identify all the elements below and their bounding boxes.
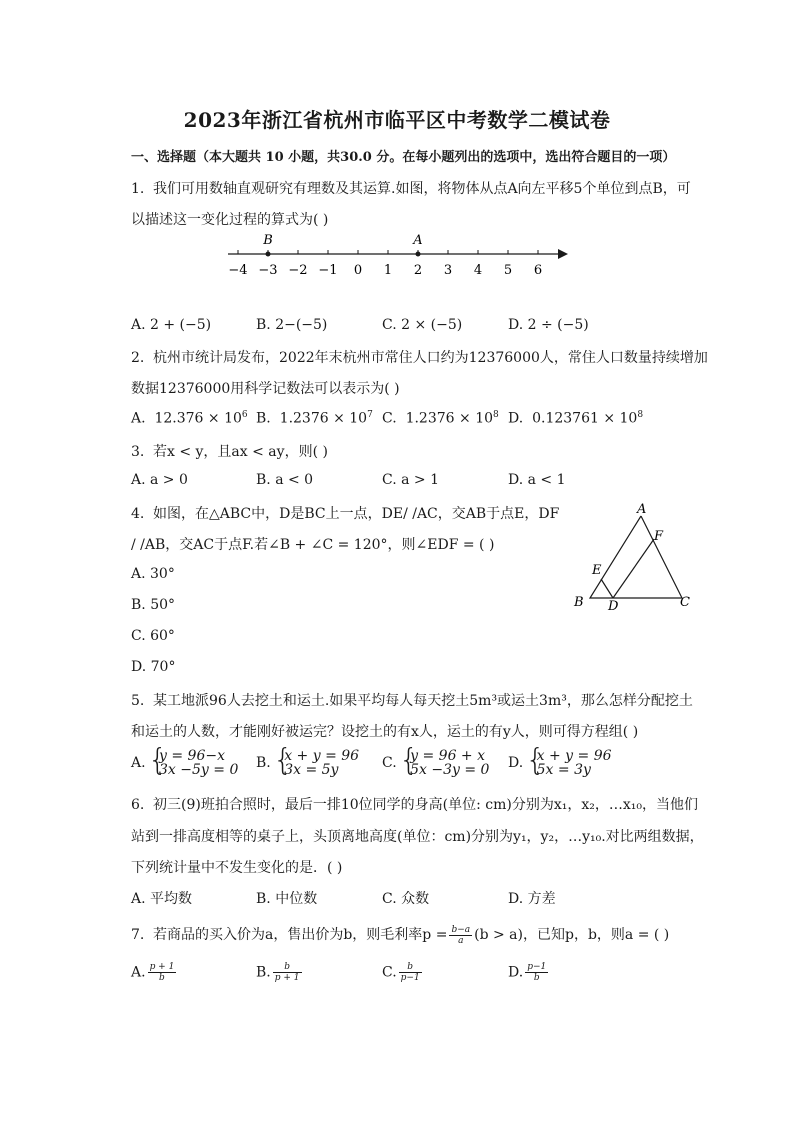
option-label: A.	[131, 755, 146, 771]
option-label: D.	[508, 410, 524, 427]
question-4-line-2: / /AB，交AC于点F.若∠B + ∠C = 120°，则∠EDF = ( )	[131, 537, 495, 553]
equation-row: 3x −5y = 0	[159, 762, 239, 778]
question-1-option-c[interactable]: C. 2 × (−5)	[382, 317, 463, 333]
option-label: D.	[508, 964, 524, 981]
point-a-label: A	[413, 233, 423, 248]
point-b-label: B	[263, 233, 273, 248]
equation-row: 3x = 5y	[284, 762, 339, 778]
number-line-tick-label: −4	[228, 263, 248, 278]
question-4-line-1	[131, 503, 559, 523]
question-1-text: 我们可用数轴直观研究有理数及其运算.如图，将物体从点A向左平移5个单位到点B，可	[153, 181, 691, 197]
question-7-line-1	[131, 924, 669, 946]
question-6-option-d[interactable]: D. 方差	[508, 891, 556, 907]
question-7-option-d[interactable]	[508, 962, 550, 983]
number-line-figure	[220, 228, 580, 280]
figure-label-c: C	[680, 595, 690, 610]
point-a-dot	[416, 252, 421, 257]
question-4-option-a[interactable]: A. 30°	[131, 566, 175, 582]
question-3-option-b[interactable]: B. a < 0	[256, 472, 314, 488]
question-1-option-d[interactable]: D. 2 ÷ (−5)	[508, 317, 589, 333]
equation-system	[275, 749, 359, 777]
question-6-option-c[interactable]: C. 众数	[382, 891, 430, 907]
question-2-option-b[interactable]	[256, 410, 373, 427]
question-3-number: 3.	[131, 444, 145, 460]
figure-label-b: B	[574, 595, 584, 610]
question-5-line-2: 和运土的人数，才能刚好被运完？设挖土的有x人，运土的有y人，则可得方程组( )	[131, 724, 639, 740]
triangle-figure	[568, 502, 698, 614]
equation-row: { x + y = 96	[284, 748, 360, 764]
question-6-option-a[interactable]: A. 平均数	[131, 891, 193, 907]
figure-label-d: D	[608, 599, 619, 614]
question-2-line-2: 数据12376000用科学记数法可以表示为( )	[131, 381, 400, 397]
question-3-option-a[interactable]: A. a > 0	[131, 472, 188, 488]
segment-df	[613, 539, 654, 598]
option-label: D.	[508, 755, 524, 771]
option-value: 1.2376 × 10	[279, 410, 368, 427]
figure-label-f: F	[654, 529, 664, 544]
question-2-option-c[interactable]	[382, 410, 499, 427]
option-exponent: 8	[637, 410, 644, 420]
page-title: 2023年浙江省杭州市临平区中考数学二模试卷	[183, 108, 611, 132]
question-4-option-d[interactable]: D. 70°	[131, 659, 176, 675]
question-5-option-a[interactable]	[131, 749, 238, 777]
option-label: C.	[382, 755, 397, 771]
question-2-option-a[interactable]	[131, 410, 248, 427]
option-label: C.	[382, 964, 397, 981]
option-label: B.	[256, 755, 271, 771]
question-7-number: 7.	[131, 927, 145, 943]
fraction-denominator: a	[458, 935, 464, 946]
equation-system	[401, 749, 489, 777]
equation-system	[150, 749, 238, 777]
question-7-option-a[interactable]	[131, 962, 178, 983]
option-value: 0.123761 × 10	[532, 410, 638, 427]
triangle-abc	[590, 516, 682, 598]
number-line-tick-label: 3	[443, 263, 453, 278]
question-5-option-c[interactable]	[382, 749, 489, 777]
equation-row: 5x −3y = 0	[410, 762, 490, 778]
question-3-option-c[interactable]: C. a > 1	[382, 472, 439, 488]
option-label: C.	[382, 410, 397, 427]
question-4-option-c[interactable]: C. 60°	[131, 628, 175, 644]
question-5-option-b[interactable]	[256, 749, 359, 777]
number-line-tick-label: 2	[413, 263, 423, 278]
segment-de	[601, 579, 613, 598]
question-4-option-b[interactable]: B. 50°	[131, 597, 176, 613]
fraction-numerator: b	[399, 962, 422, 973]
question-6-line-3: 下列统计量中不发生变化的是．( )	[131, 860, 343, 876]
equation-system	[528, 749, 612, 777]
question-6-number: 6.	[131, 797, 145, 813]
number-line-arrow	[558, 249, 568, 259]
question-6-line-2: 站到一排高度相等的桌子上，头顶离地高度(单位：cm)分别为y₁，y₂，…y₁₀.对比两组数据，	[131, 829, 704, 845]
option-value: 12.376 × 10	[154, 410, 242, 427]
question-6-line-1	[131, 794, 698, 814]
option-exponent: 8	[493, 410, 499, 420]
number-line-tick-label: 5	[503, 263, 513, 278]
question-7-option-b[interactable]	[256, 962, 304, 983]
question-5-number: 5.	[131, 693, 145, 709]
point-b-dot	[266, 252, 271, 257]
number-line-tick-label: 4	[473, 263, 483, 278]
equation-row: { y = 96 + x	[410, 748, 486, 764]
question-1-option-a[interactable]: A. 2 + (−5)	[131, 317, 212, 333]
option-fraction	[525, 962, 548, 983]
question-4-text: 如图，在△ABC中，D是BC上一点，DE/ /AC，交AB于点E，DF	[153, 506, 560, 522]
option-label: B.	[256, 410, 271, 427]
question-2-number: 2.	[131, 350, 145, 366]
fraction-numerator: p + 1	[149, 962, 175, 972]
option-label: A.	[131, 964, 146, 981]
question-2-line-1	[131, 347, 708, 367]
option-exponent: 6	[241, 410, 248, 420]
equation-row: { x + y = 96	[536, 748, 612, 764]
question-1-line-2: 以描述这一变化过程的算式为( )	[131, 212, 329, 228]
fraction-numerator: p−1	[527, 962, 547, 972]
question-3-text: 若x < y，且ax < ay，则( )	[153, 444, 328, 460]
equation-row: { y = 96−x	[159, 748, 225, 764]
question-2-text: 杭州市统计局发布，2022年末杭州市常住人口约为12376000人，常住人口数量持续增加	[153, 350, 708, 366]
number-line-tick-label: 6	[533, 263, 543, 278]
margin-fraction	[449, 925, 472, 946]
number-line-tick-label: −1	[318, 263, 338, 278]
question-7-text-b: (b > a)，已知p，b，则a = ( )	[474, 927, 670, 943]
fraction-denominator: b	[159, 973, 165, 983]
number-line-tick-label: −3	[258, 263, 278, 278]
question-6-text: 初三(9)班拍合照时，最后一排10位同学的身高(单位: cm)分别为x₁，x₂，…x₁₀，当他们	[153, 797, 698, 813]
fraction-denominator: p + 1	[274, 973, 300, 983]
question-7-text-a: 若商品的买入价为a，售出价为b，则毛利率p =	[153, 927, 448, 943]
question-5-option-d[interactable]	[508, 749, 612, 777]
question-7-option-c[interactable]	[382, 962, 424, 983]
option-exponent: 7	[367, 410, 373, 420]
equation-row: 5x = 3y	[536, 762, 591, 778]
option-fraction	[273, 962, 302, 983]
option-fraction	[148, 962, 177, 983]
question-5-line-1	[131, 690, 693, 710]
question-1-option-b[interactable]: B. 2−(−5)	[256, 317, 328, 333]
number-line-tick-label: 0	[353, 263, 363, 278]
option-value: 1.2376 × 10	[405, 410, 494, 427]
option-fraction	[399, 962, 422, 983]
question-5-text: 某工地派96人去挖土和运土.如果平均每人每天挖土5m³或运土3m³，那么怎样分配挖土	[153, 693, 693, 709]
option-label: A.	[131, 410, 146, 427]
fraction-denominator: b	[533, 973, 540, 983]
figure-label-e: E	[592, 563, 602, 578]
fraction-numerator: b	[273, 962, 302, 973]
question-1-number: 1.	[131, 181, 145, 197]
figure-label-a: A	[637, 502, 647, 517]
number-line-tick-label: −2	[288, 263, 308, 278]
question-3-option-d[interactable]: D. a < 1	[508, 472, 566, 488]
question-4-number: 4.	[131, 506, 145, 522]
section-heading: 一、选择题（本大题共 10 小题，共30.0 分。在每小题列出的选项中，选出符合题目的一项）	[131, 150, 676, 165]
fraction-denominator: p−1	[400, 973, 420, 983]
question-6-option-b[interactable]: B. 中位数	[256, 891, 318, 907]
question-3-line-1	[131, 441, 328, 461]
number-line-tick-label: 1	[383, 263, 393, 278]
fraction-numerator: b−a	[451, 924, 471, 935]
question-2-option-d[interactable]	[508, 410, 643, 427]
option-label: B.	[256, 964, 271, 981]
question-1-line-1	[131, 178, 691, 198]
